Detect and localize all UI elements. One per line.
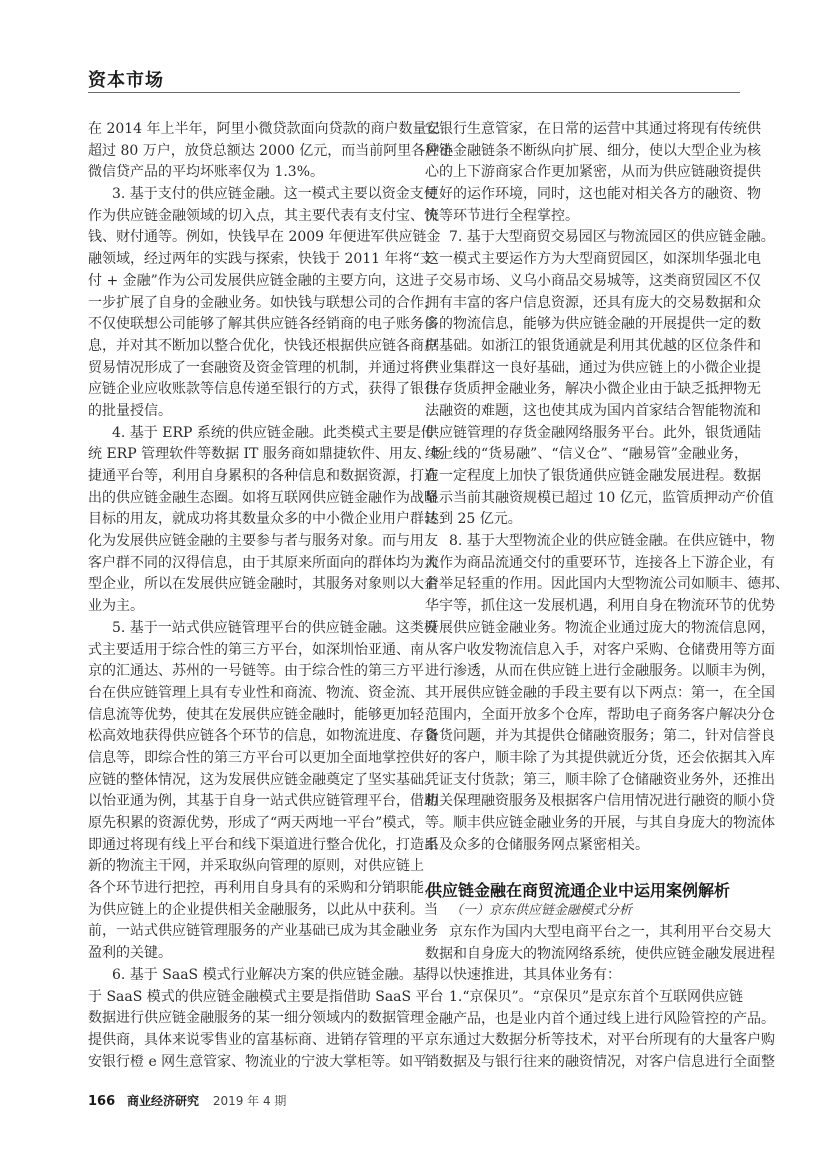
paragraph (88, 119, 454, 184)
text-line: 京的汇通达、苏州的一号链等。由于综合性的第三方平 (88, 663, 424, 680)
text-line: 各个环节进行把控，再利用自身具有的采购和分销职能， (88, 880, 438, 897)
text-line: 销数据及与银行往来的融资情况，对客户信息进行全面整 (425, 1054, 775, 1071)
text-line: 型企业，所以在发展供应链金融时，其服务对象则以大企 (88, 576, 438, 593)
text-line: 应链的整体情况，这为发展供应链金融奠定了坚实基础。 (88, 771, 438, 788)
text-line: 新的物流主干网，并采取纵向管理的原则，对供应链上 (88, 858, 424, 875)
text-line: 钱、财付通等。例如，快钱早在 2009 年便进军供应链金 (88, 229, 441, 246)
right-column (425, 119, 789, 856)
text-line: 拥有丰富的客户信息资源，还具有庞大的交易数据和众 (425, 294, 761, 311)
text-line: 原先积累的资源优势，形成了“两天两地一平台”模式， (88, 815, 425, 831)
issue-label: 2019 年 4 期 (212, 1094, 287, 1108)
text-line: 业为主。 (88, 598, 144, 615)
text-line: 多的物流信息，能够为供应链金融的开展提供一定的数 (425, 316, 761, 333)
text-line: 凭证支付货款；第三，顺丰除了仓储融资业务外，还推出 (425, 771, 775, 788)
text-line: 在一定程度上加快了银货通供应链金融发展进程。数据 (425, 468, 761, 484)
text-line: 台在供应链管理上具有专业性和商流、物流、资金流、 (88, 684, 424, 701)
text-line: 开展供应链金融业务。物流企业通过庞大的物流信息网， (425, 619, 775, 636)
text-line: 一步扩展了自身的金融业务。如快钱与联想公司的合作， (88, 294, 438, 311)
text-line: 不仅使联想公司能够了解其供应链各经销商的电子账务信 (88, 316, 438, 333)
text-line: 着举足轻重的作用。因此国内大型物流公司如顺丰、德邦、 (425, 576, 789, 593)
text-line: 数据和自身庞大的物流网络系统，使供应链金融发展进程 (425, 945, 775, 962)
text-line: 微信贷产品的平均坏账率仅为 1.3%。 (88, 164, 325, 181)
page-number: 166 (88, 1094, 116, 1109)
text-line: 提供商，具体来说零售业的富基标商、进销存管理的平 (88, 1031, 424, 1048)
text-line: 从客户收发物流信息入手，对客户采购、仓储费用等方面 (425, 641, 775, 658)
text-line: 供应链管理的存货金融网络服务平台。此外，银货通陆 (425, 424, 761, 441)
text-line: 在 2014 年上半年，阿里小微贷款面向贷款的商户数量已 (88, 121, 441, 137)
text-line: 6. 基于 SaaS 模式行业解决方案的供应链金融。基 (112, 966, 427, 983)
text-line: 数据进行供应链金融服务的某一细分领域内的数据管理 (88, 1010, 424, 1027)
paragraph (88, 423, 445, 618)
text-line: 相关保理融资服务及根据客户信用情况进行融资的顺小贷 (425, 793, 775, 810)
paragraph (425, 119, 761, 227)
text-line: 信息等，即综合性的第三方平台可以更加全面地掌控供 (88, 749, 424, 766)
text-line: 即通过将现有线上平台和线下渠道进行整合优化，打造出 (88, 836, 438, 853)
paragraph (88, 965, 444, 1073)
text-line: 供存货质押金融业务，解决小微企业由于缺乏抵押物无 (425, 381, 761, 398)
journal-name: 商业经济研究 (126, 1094, 199, 1108)
text-line: 心的上下游商家合作更加紧密，从而为供应链融资提供 (425, 164, 761, 181)
text-line: 应链企业应收账款等信息传递至银行的方式，获得了银行 (88, 381, 438, 398)
paragraph (425, 227, 775, 531)
text-line: 融领域，经过两年的实践与探索，快钱于 2011 年将“支 (88, 251, 434, 268)
text-line: 于 SaaS 模式的供应链金融模式主要是指借助 SaaS 平台 (88, 988, 444, 1005)
text-line: 松高效地获得供应链各个环节的信息，如物流进度、存货 (88, 728, 438, 745)
paragraph (425, 922, 775, 987)
text-line: 产业集群这一良好基础，通过为供应链上的小微企业提 (425, 359, 761, 376)
text-line: 以怡亚通为例，其基于自身一站式供应链管理平台，借助 (88, 793, 438, 810)
text-line: 应链金融链条不断纵向扩展、细分，使以大型企业为核 (425, 142, 761, 159)
text-line: 超过 80 万户，放贷总额达 2000 亿元，而当前阿里各种小 (88, 142, 454, 159)
text-line: 8. 基于大型物流企业的供应链金融。在供应链中，物 (449, 533, 775, 550)
page-footer (88, 1092, 286, 1109)
text-line: 5. 基于一站式供应链管理平台的供应链金融。这类模 (112, 619, 438, 636)
text-line: 的批量授信。 (88, 402, 172, 419)
text-line: 贸易情况形成了一套融资及资金管理的机制，并通过将供 (88, 359, 438, 376)
paragraph (88, 184, 441, 423)
left-column (88, 119, 454, 1073)
text-line: 金融产品，也是业内首个通过线上进行风险管控的产品。 (425, 1010, 775, 1027)
text-line: 流作为商品流通交付的重要环节，连接各上下游企业，有 (425, 554, 775, 571)
text-line: 式主要适用于综合性的第三方平台，如深圳怡亚通、南 (88, 641, 424, 658)
text-line: 系及众多的仓储服务网点紧密相关。 (425, 836, 649, 853)
text-line: 目标的用友，就成功将其数量众多的中小微企业用户群转 (88, 511, 438, 528)
subsection-heading: （一）京东供应链金融模式分析 (450, 903, 633, 918)
text-line: 京东通过大数据分析等技术，对平台所现有的大量客户购 (425, 1032, 775, 1049)
text-line: 等。顺丰供应链金融业务的开展，与其自身庞大的物流体 (425, 815, 775, 831)
text-line: 1.“京保贝”。“京保贝”是京东首个互联网供应链 (449, 989, 743, 1006)
text-line: 为供应链上的企业提供相关金融服务，以此从中获利。当 (88, 901, 438, 918)
text-line: 统 ERP 管理软件等数据 IT 服务商如鼎捷软件、用友、畅 (88, 446, 445, 463)
text-line: 出的供应链金融生态圈。如将互联网供应链金融作为战略 (88, 489, 438, 506)
text-line: 作为供应链金融领域的切入点，其主要代表有支付宝、快 (88, 207, 438, 224)
text-line: 显示当前其融资规模已超过 10 亿元，监管质押动产价值 (425, 489, 774, 506)
text-line: 好的客户，顺丰除了为其提供就近分货，还会依据其入库 (425, 749, 775, 766)
paragraph (425, 531, 789, 856)
text-line: 客户群不同的汉得信息，由于其原来所面向的群体均为大 (88, 554, 438, 571)
text-line: 京东作为国内大型电商平台之一，其利用平台交易大 (449, 924, 771, 940)
header-rule (88, 92, 740, 93)
text-line: 息，并对其不断加以整合优化，快钱还根据供应链各商户 (88, 337, 438, 354)
text-line: 前，一站式供应链管理服务的产业基础已成为其金融业务 (88, 923, 438, 940)
text-line: 盈利的关键。 (88, 945, 172, 962)
text-line: 范围内，全面开放多个仓库，帮助电子商务客户解决分仓 (425, 706, 775, 723)
text-line: 安银行生意管家，在日常的运营中其通过将现有传统供 (425, 121, 761, 137)
text-line: 达到 25 亿元。 (425, 511, 522, 528)
text-line: 得以快速推进，其具体业务有： (425, 967, 621, 984)
text-line: 更好的运作环境，同时，这也能对相关各方的融资、物 (425, 186, 761, 203)
text-line: 子交易市场、义乌小商品交易城等，这类商贸园区不仅 (425, 272, 761, 289)
text-line: 法融资的难题，这也使其成为国内首家结合智能物流和 (425, 402, 761, 419)
section-title: 资本市场 (88, 70, 164, 91)
paragraph (425, 987, 775, 1074)
text-line: 捷通平台等，利用自身累积的各种信息和数据资源，打造 (88, 468, 438, 484)
text-line: 化为发展供应链金融的主要参与者与服务对象。而与用友 (88, 533, 438, 550)
text-line: 进行渗透，从而在供应链上进行金融服务。以顺丰为例， (425, 663, 775, 680)
text-line: 信息流等优势，使其在发展供应链金融时，能够更加轻 (88, 706, 424, 723)
text-line: 7. 基于大型商贸交易园区与物流园区的供应链金融。 (449, 229, 775, 246)
text-line: 付 + 金融”作为公司发展供应链金融的主要方向，这进 (88, 272, 424, 289)
paragraph (88, 618, 438, 965)
text-line: 续上线的“货易融”、“信义仓”、“融易管”金融业务， (425, 446, 748, 463)
text-line: 这一模式主要运作方为大型商贸园区，如深圳华强北电 (425, 251, 761, 268)
text-line: 4. 基于 ERP 系统的供应链金融。此类模式主要是传 (112, 424, 435, 441)
text-line: 华宇等，抓住这一发展机遇，利用自身在物流环节的优势 (425, 598, 775, 615)
text-line: 流等环节进行全程掌控。 (425, 207, 579, 224)
right-column-continued (425, 922, 775, 1074)
text-line: 其开展供应链金融的手段主要有以下两点：第一，在全国 (425, 684, 775, 701)
text-line: 据基础。如浙江的银货通就是利用其优越的区位条件和 (425, 337, 761, 354)
section-heading: 供应链金融在商贸流通企业中运用案例解析 (425, 881, 730, 900)
text-line: 备货问题，并为其提供仓储融资服务；第二，针对信誉良 (425, 728, 775, 745)
text-line: 3. 基于支付的供应链金融。这一模式主要以资金支付 (112, 186, 438, 203)
text-line: 安银行橙 e 网生意管家、物流业的宁波大掌柜等。如平 (88, 1053, 428, 1070)
